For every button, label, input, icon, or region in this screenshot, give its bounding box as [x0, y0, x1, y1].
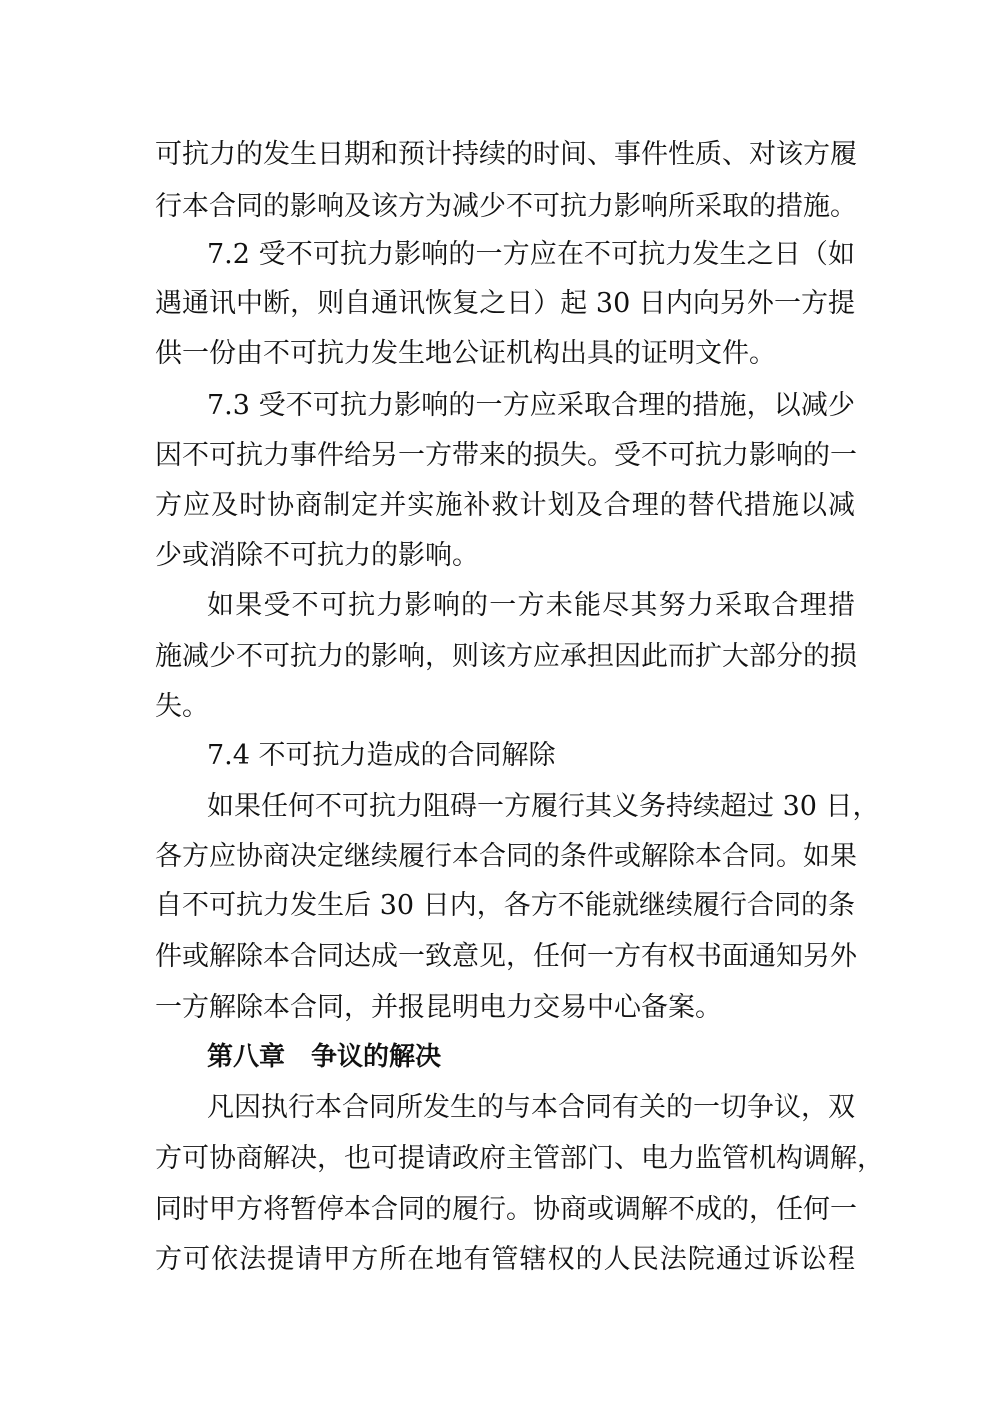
text-line: 方可依法提请甲方所在地有管辖权的人民法院通过诉讼程	[155, 1244, 855, 1275]
text-line: 一方解除本合同，并报昆明电力交易中心备案。	[155, 992, 722, 1023]
chapter-8-heading: 第八章 争议的解决	[207, 1042, 442, 1072]
paragraph-start-line: 凡因执行本合同所发生的与本合同有关的一切争议，双	[207, 1092, 855, 1123]
text-line: 少或消除不可抗力的影响。	[155, 540, 479, 571]
text-line: 行本合同的影响及该方为减少不可抗力影响所采取的措施。	[155, 191, 857, 222]
paragraph-start-line: 如果受不可抗力影响的一方未能尽其努力采取合理措	[207, 590, 855, 621]
text-line: 方可协商解决，也可提请政府主管部门、电力监管机构调解，	[155, 1143, 884, 1174]
text-line: 遇通讯中断，则自通讯恢复之日）起 30 日内向另外一方提	[155, 288, 855, 319]
clause-7-4-heading: 7.4 不可抗力造成的合同解除	[207, 740, 556, 771]
clause-7-3-line: 7.3 受不可抗力影响的一方应采取合理的措施，以减少	[207, 390, 855, 421]
text-line: 自不可抗力发生后 30 日内，各方不能就继续履行合同的条	[155, 890, 855, 921]
text-line: 同时甲方将暂停本合同的履行。协商或调解不成的，任何一	[155, 1194, 857, 1225]
text-line: 失。	[155, 691, 209, 722]
text-line: 可抗力的发生日期和预计持续的时间、事件性质、对该方履	[155, 139, 857, 170]
text-line: 施减少不可抗力的影响，则该方应承担因此而扩大部分的损	[155, 641, 857, 672]
paragraph-start-line: 如果任何不可抗力阻碍一方履行其义务持续超过 30 日，	[207, 791, 880, 822]
text-line: 方应及时协商制定并实施补救计划及合理的替代措施以减	[155, 490, 855, 521]
text-line: 因不可抗力事件给另一方带来的损失。受不可抗力影响的一	[155, 440, 857, 471]
text-line: 各方应协商决定继续履行本合同的条件或解除本合同。如果	[155, 841, 857, 872]
clause-7-2-line: 7.2 受不可抗力影响的一方应在不可抗力发生之日（如	[207, 239, 855, 270]
text-line: 件或解除本合同达成一致意见，任何一方有权书面通知另外	[155, 941, 857, 972]
text-line: 供一份由不可抗力发生地公证机构出具的证明文件。	[155, 338, 776, 369]
